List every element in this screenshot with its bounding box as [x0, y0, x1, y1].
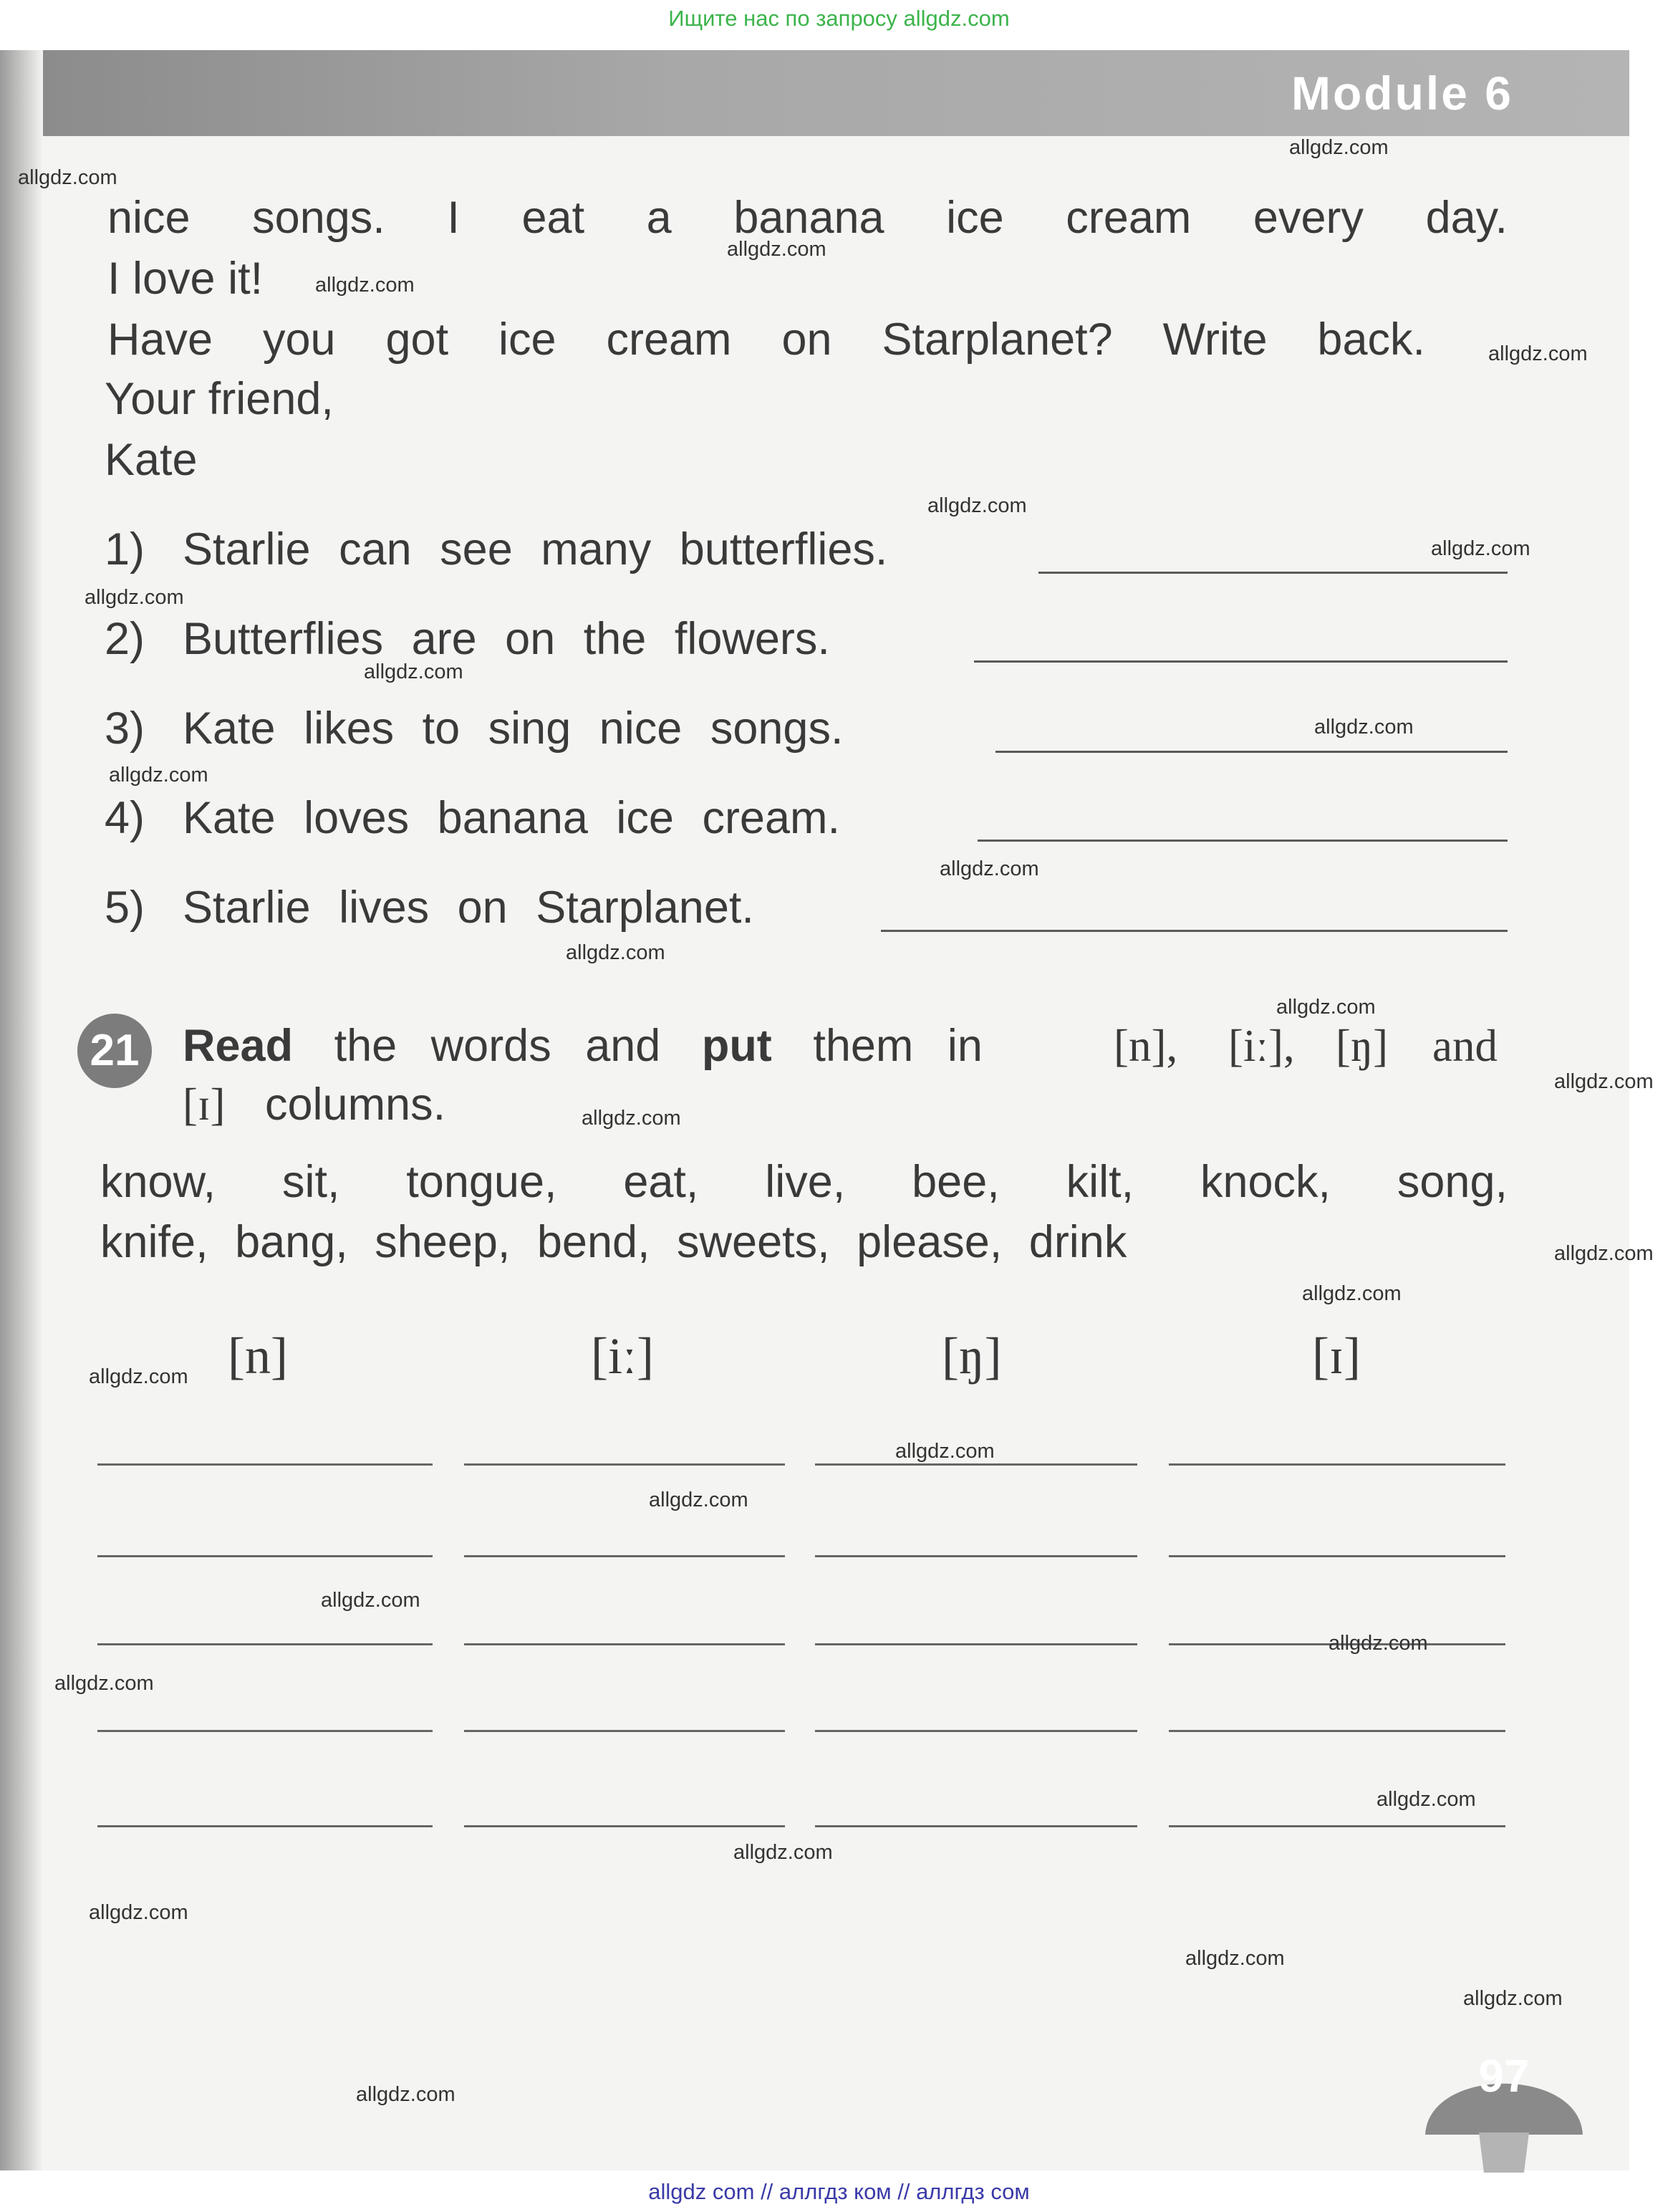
exercise-number-badge: 21 — [77, 1014, 152, 1088]
watermark: allgdz.com — [1554, 1070, 1654, 1093]
watermark: allgdz.com — [315, 274, 415, 297]
watermark: allgdz.com — [356, 2083, 455, 2106]
column-answer-line[interactable] — [1169, 1463, 1505, 1466]
column-answer-line[interactable] — [97, 1463, 433, 1466]
watermark: allgdz.com — [727, 238, 826, 261]
statement-number-4: 4) — [105, 793, 145, 843]
answer-line-5[interactable] — [881, 930, 1508, 932]
column-answer-line[interactable] — [464, 1825, 785, 1827]
and-word: and — [1432, 1021, 1498, 1071]
statement-text-5: Starlie lives on Starplanet. — [183, 883, 754, 933]
column-answer-line[interactable] — [815, 1643, 1137, 1645]
watermark: allgdz.com — [895, 1440, 995, 1463]
column-answer-line[interactable] — [815, 1825, 1137, 1827]
column-answer-line[interactable] — [97, 1555, 433, 1557]
instruction-rest: them in — [813, 1021, 983, 1071]
statement-number-1: 1) — [105, 524, 145, 574]
column-answer-line[interactable] — [1169, 1555, 1505, 1557]
watermark: allgdz.com — [1302, 1282, 1402, 1305]
statement-number-3: 3) — [105, 703, 145, 754]
answer-line-3[interactable] — [995, 751, 1508, 753]
instruction-read: Read — [183, 1021, 294, 1071]
watermark: allgdz.com — [109, 764, 208, 787]
instruction-mid: the words and — [334, 1021, 661, 1071]
statement-text-3: Kate likes to sing nice songs. — [183, 703, 844, 754]
watermark: allgdz.com — [927, 494, 1027, 517]
symbol-ii: [iː], — [1228, 1021, 1295, 1071]
symbol-i: [ɪ] — [183, 1079, 226, 1130]
letter-line-3: Have you got ice cream on Starplanet? Write back. — [107, 314, 1425, 365]
watermark: allgdz.com — [733, 1841, 833, 1864]
watermark: allgdz.com — [85, 586, 184, 609]
statement-number-2: 2) — [105, 614, 145, 664]
statement-number-5: 5) — [105, 883, 145, 933]
instruction-put: put — [701, 1021, 772, 1071]
footer-links[interactable]: allgdz com // аллгдз ком // аллгдз сом — [648, 2179, 1030, 2204]
watermark: allgdz.com — [18, 166, 117, 189]
column-header-i: [ɪ] — [1312, 1327, 1361, 1385]
watermark: allgdz.com — [1463, 1987, 1563, 2010]
watermark: allgdz.com — [321, 1589, 420, 1612]
letter-line-1: nice songs. I eat a banana ice cream every day. — [107, 193, 1508, 243]
column-answer-line[interactable] — [1169, 1730, 1505, 1732]
column-header-n: [n] — [228, 1327, 288, 1385]
page-spine-shadow — [0, 50, 43, 2170]
letter-line-2: I love it! — [107, 254, 264, 304]
module-title: Module 6 — [1291, 67, 1513, 120]
watermark: allgdz.com — [1314, 716, 1414, 739]
watermark: allgdz.com — [566, 941, 665, 964]
statement-text-2: Butterflies are on the flowers. — [183, 614, 830, 664]
watermark: allgdz.com — [1431, 537, 1530, 560]
column-answer-line[interactable] — [464, 1730, 785, 1732]
column-header-ii: [iː] — [591, 1327, 654, 1385]
watermark: allgdz.com — [89, 1901, 188, 1924]
word-list-line-2: knife, bang, sheep, bend, sweets, please, drink — [100, 1217, 1127, 1267]
watermark: allgdz.com — [1554, 1242, 1654, 1265]
watermark: allgdz.com — [649, 1489, 748, 1511]
column-answer-line[interactable] — [97, 1730, 433, 1732]
column-header-ng: [ŋ] — [942, 1327, 1002, 1385]
page-number: 97 — [1478, 2050, 1530, 2102]
column-answer-line[interactable] — [97, 1825, 433, 1827]
column-answer-line[interactable] — [464, 1555, 785, 1557]
column-answer-line[interactable] — [464, 1463, 785, 1466]
watermark: allgdz.com — [1185, 1947, 1285, 1970]
column-answer-line[interactable] — [97, 1643, 433, 1645]
answer-line-2[interactable] — [974, 660, 1508, 663]
watermark: allgdz.com — [1276, 996, 1376, 1019]
statement-text-1: Starlie can see many butterflies. — [183, 524, 888, 574]
column-answer-line[interactable] — [1169, 1825, 1505, 1827]
word-list-line-1: know, sit, tongue, eat, live, bee, kilt, knock, song, — [100, 1157, 1508, 1207]
watermark: allgdz.com — [1329, 1632, 1428, 1655]
watermark: allgdz.com — [89, 1365, 188, 1388]
column-answer-line[interactable] — [815, 1555, 1137, 1557]
watermark: allgdz.com — [940, 857, 1039, 880]
columns-word: columns. — [265, 1079, 446, 1130]
letter-line-4: Your friend, — [105, 374, 334, 424]
watermark: allgdz.com — [1488, 342, 1588, 365]
letter-line-5: Kate — [105, 435, 198, 485]
watermark: allgdz.com — [54, 1672, 154, 1695]
watermark: allgdz.com — [582, 1107, 681, 1130]
statement-text-4: Kate loves banana ice cream. — [183, 793, 840, 843]
watermark: allgdz.com — [1289, 136, 1389, 159]
watermark: allgdz.com — [1376, 1788, 1476, 1811]
answer-line-1[interactable] — [1038, 572, 1508, 574]
symbol-ng: [ŋ] — [1336, 1021, 1389, 1071]
answer-line-4[interactable] — [978, 840, 1508, 842]
symbol-n: [n], — [1114, 1021, 1178, 1071]
top-banner[interactable]: Ищите нас по запросу allgdz.com — [668, 6, 1010, 31]
watermark: allgdz.com — [364, 660, 463, 683]
column-answer-line[interactable] — [815, 1730, 1137, 1732]
column-answer-line[interactable] — [464, 1643, 785, 1645]
